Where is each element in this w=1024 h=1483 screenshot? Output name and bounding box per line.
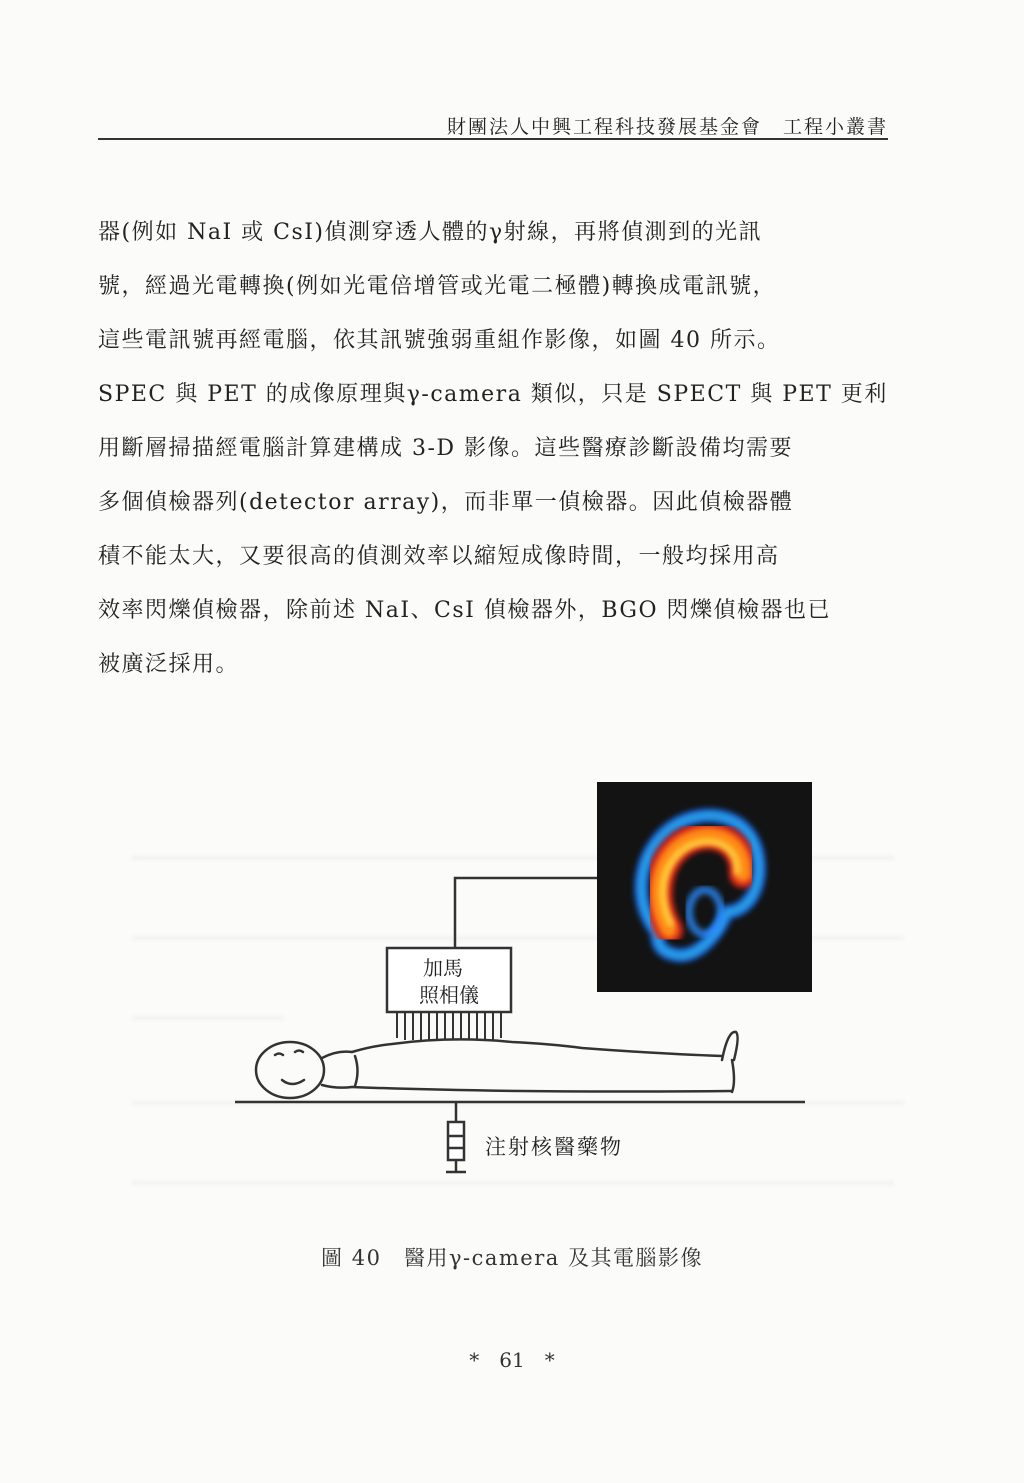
body-line-1: 器(例如 NaI 或 CsI)偵測穿透人體的γ射線，再將偵測到的光訊: [98, 220, 763, 245]
body-line-2: 號，經過光電轉換(例如光電倍增管或光電二極體)轉換成電訊號，: [98, 274, 777, 299]
syringe-icon: [446, 1102, 466, 1172]
body-line-3: 這些電訊號再經電腦，依其訊號強弱重組作影像，如圖 40 所示。: [98, 328, 781, 353]
body-line-8: 效率閃爍偵檢器，除前述 NaI、CsI 偵檢器外，BGO 閃爍偵檢器也已: [98, 598, 832, 623]
signal-cable: [455, 878, 597, 948]
gamma-camera-label-2: 照相儀: [419, 983, 479, 1007]
body-line-7: 積不能太大，又要很高的偵測效率以縮短成像時間，一般均採用高: [98, 544, 780, 569]
patient-figure: [256, 1032, 738, 1098]
body-line-9: 被廣泛採用。: [98, 652, 240, 677]
gamma-scan-image: [597, 782, 812, 992]
injection-label: 注射核醫藥物: [485, 1135, 623, 1159]
detector-array: [397, 1012, 501, 1040]
header-rule: [98, 138, 888, 140]
figure-40: [125, 740, 915, 1210]
body-line-6: 多個偵檢器列(detector array)，而非單一偵檢器。因此偵檢器體: [98, 490, 794, 515]
running-header: 財團法人中興工程科技發展基金會 工程小叢書: [446, 116, 888, 138]
figure-caption: 圖 40 醫用γ-camera 及其電腦影像: [321, 1246, 703, 1270]
body-line-4: SPEC 與 PET 的成像原理與γ-camera 類似，只是 SPECT 與 PET 更利: [98, 382, 888, 407]
body-line-5: 用斷層掃描經電腦計算建構成 3-D 影像。這些醫療診斷設備均需要: [98, 436, 794, 461]
body-paragraph: [98, 206, 888, 692]
gamma-camera-label-1: 加馬: [423, 956, 463, 980]
page-number: * 61 *: [469, 1348, 555, 1372]
